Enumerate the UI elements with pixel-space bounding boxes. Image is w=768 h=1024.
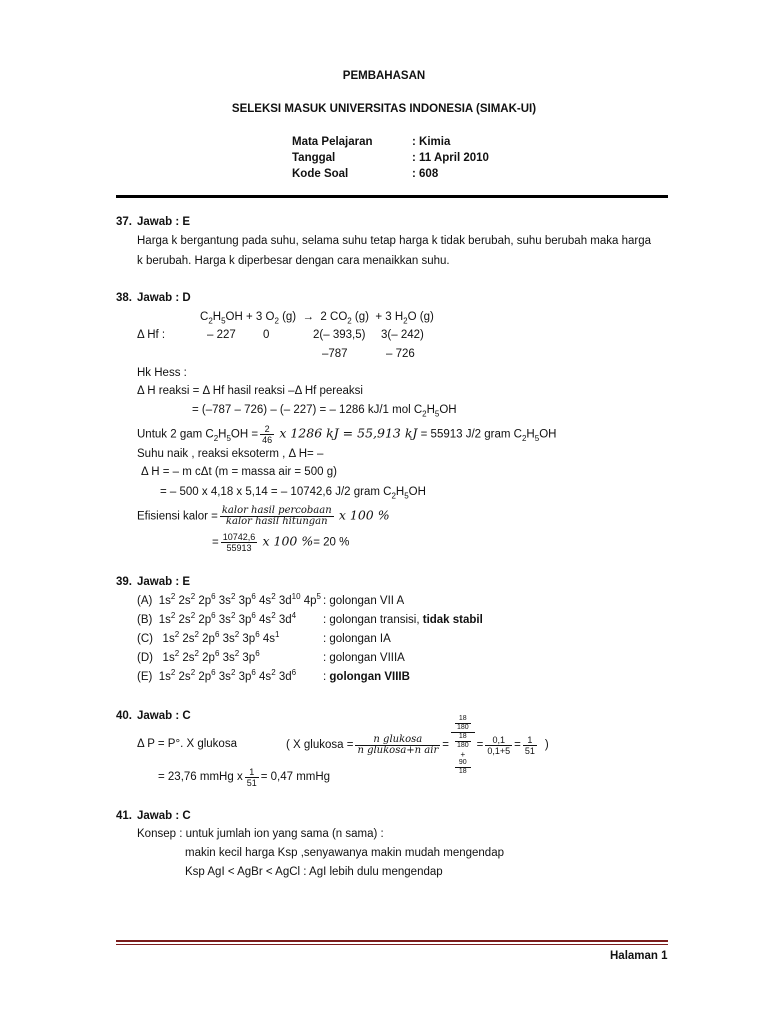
meta-value-date: : 11 April 2010	[412, 152, 489, 164]
meta-label-code: Kode Soal	[292, 168, 349, 180]
q37-number: 37.	[116, 216, 132, 228]
q39-option-d: (D) $1s^2$ $2s^2$ $2p^6$ $3s^2$ $3p^6$	[137, 649, 260, 664]
q41-line1: makin kecil harga Ksp ,senyawanya makin mudah mengendap	[185, 847, 504, 859]
q38-number: 38.	[116, 292, 132, 304]
q38-untuk: Untuk 2 gam $C_2H_5OH$ = $\frac{2}{46}$ x 1286 kJ = 55,913 kJ = 55913 J/2 gram $C_2H_5OH$	[137, 424, 557, 445]
q38-hf-h2o: 3(– 242)	[381, 329, 424, 341]
q39-option-d-desc: : golongan VIIIA	[323, 652, 405, 664]
q40-number: 40.	[116, 710, 132, 722]
q39-number: 39.	[116, 576, 132, 588]
meta-label-date: Tanggal	[292, 152, 336, 164]
meta-value-subject: : Kimia	[412, 136, 451, 148]
q39-option-a-desc: : golongan VII A	[323, 595, 405, 607]
q38-hess-label: Hk Hess :	[137, 367, 187, 379]
q41-number: 41.	[116, 810, 132, 822]
q39-option-a: (A) $1s^2$ $2s^2$ $2p^6$ $3s^2$ $3p^6$ $4s^2$ $3d^{10}$ $4p^5$	[137, 592, 321, 607]
q39-option-b: (B) $1s^2$ $2s^2$ $2p^6$ $3s^2$ $3p^6$ $4s^2$ $3d^4$	[137, 611, 297, 626]
q39-option-e-desc: : golongan VIIIB	[323, 671, 410, 683]
header-divider	[116, 195, 668, 198]
q39-answer: Jawab : E	[137, 576, 191, 588]
q38-sum-co2: –787	[322, 348, 348, 360]
q38-calc1: = (–787 – 726) – (– 227) = – 1286 kJ/1 mol $C_2H_5OH$	[192, 404, 457, 419]
q38-sum-h2o: – 726	[386, 348, 415, 360]
meta-label-subject: Mata Pelajaran	[292, 136, 373, 148]
q39-option-c: (C) $1s^2$ $2s^2$ $2p^6$ $3s^2$ $3p^6$ $4s^1$	[137, 630, 280, 645]
q39-option-b-desc: : golongan transisi, tidak stabil	[323, 614, 483, 626]
q39-option-e: (E) $1s^2$ $2s^2$ $2p^6$ $3s^2$ $3p^6$ $4s^2$ $3d^6$	[137, 668, 297, 683]
q37-line1: Harga k bergantung pada suhu, selama suhu tetap harga k tidak berubah, suhu berubah maka harga	[137, 235, 652, 247]
q38-hf-ethanol: – 227	[207, 329, 236, 341]
q38-calc2: = – 500 x 4,18 x 5,14 = – 10742,6 J/2 gram $C_2H_5OH$	[160, 486, 426, 501]
q38-hf-co2: 2(– 393,5)	[313, 329, 366, 341]
q37-line2: k berubah. Harga k diperbesar dengan cara menaikkan suhu.	[137, 255, 450, 267]
q38-answer: Jawab : D	[137, 292, 191, 304]
q41-answer: Jawab : C	[137, 810, 191, 822]
q38-hf-label: Δ Hf :	[137, 329, 166, 341]
q38-reaksi: Δ H reaksi = Δ Hf hasil reaksi –Δ Hf pereaksi	[137, 385, 363, 397]
q38-equation: $C_2H_5OH + 3$ $O_2$ (g) → 2 $CO_2$ (g) + 3 $H_2O$ (g)	[200, 311, 434, 326]
q40-dp: Δ P = P°. X glukosa	[137, 738, 237, 750]
q40-x-glukosa: ( X glukosa = $\frac{\text{n glukosa}}{\text{n glukosa+n air}}$ = 18 180 18 180 + 90 18 = $\frac{0,1}{0,1+5}$ = $\frac{1}{51}$ )	[286, 714, 549, 775]
q39-option-c-desc: : golongan IA	[323, 633, 391, 645]
page-number: Halaman 1	[610, 950, 668, 962]
q38-efisiensi-result: = $\frac{10742,6}{55913}$ x 100 %= 20 %	[212, 532, 350, 553]
q37-answer: Jawab : E	[137, 216, 191, 228]
q40-result: = 23,76 mmHg x $\frac{1}{51}$ = 0,47 mmHg	[158, 766, 331, 788]
q40-answer: Jawab : C	[137, 710, 191, 722]
footer-divider-thick	[116, 940, 668, 942]
doc-title: PEMBAHASAN	[342, 70, 426, 82]
q38-hf-oxygen: 0	[263, 329, 270, 341]
q38-efisiensi: Efisiensi kalor = $\frac{\text{kalor hasil percobaan}}{\text{kalor hasil hitungan}}$ x 100 %	[137, 505, 390, 527]
q38-suhu-naik: Suhu naik , reaksi eksoterm , Δ H= –	[137, 448, 324, 460]
meta-value-code: : 608	[412, 168, 439, 180]
q38-dh-eq: Δ H = – m cΔt (m = massa air = 500 g)	[141, 466, 337, 478]
footer-divider-thin	[116, 944, 668, 945]
q41-line2: Ksp AgI < AgBr < AgCl : AgI lebih dulu mengendap	[185, 866, 443, 878]
q41-konsep: Konsep : untuk jumlah ion yang sama (n sama) :	[137, 828, 384, 840]
doc-subtitle: SELEKSI MASUK UNIVERSITAS INDONESIA (SIMAK-UI)	[231, 103, 537, 115]
